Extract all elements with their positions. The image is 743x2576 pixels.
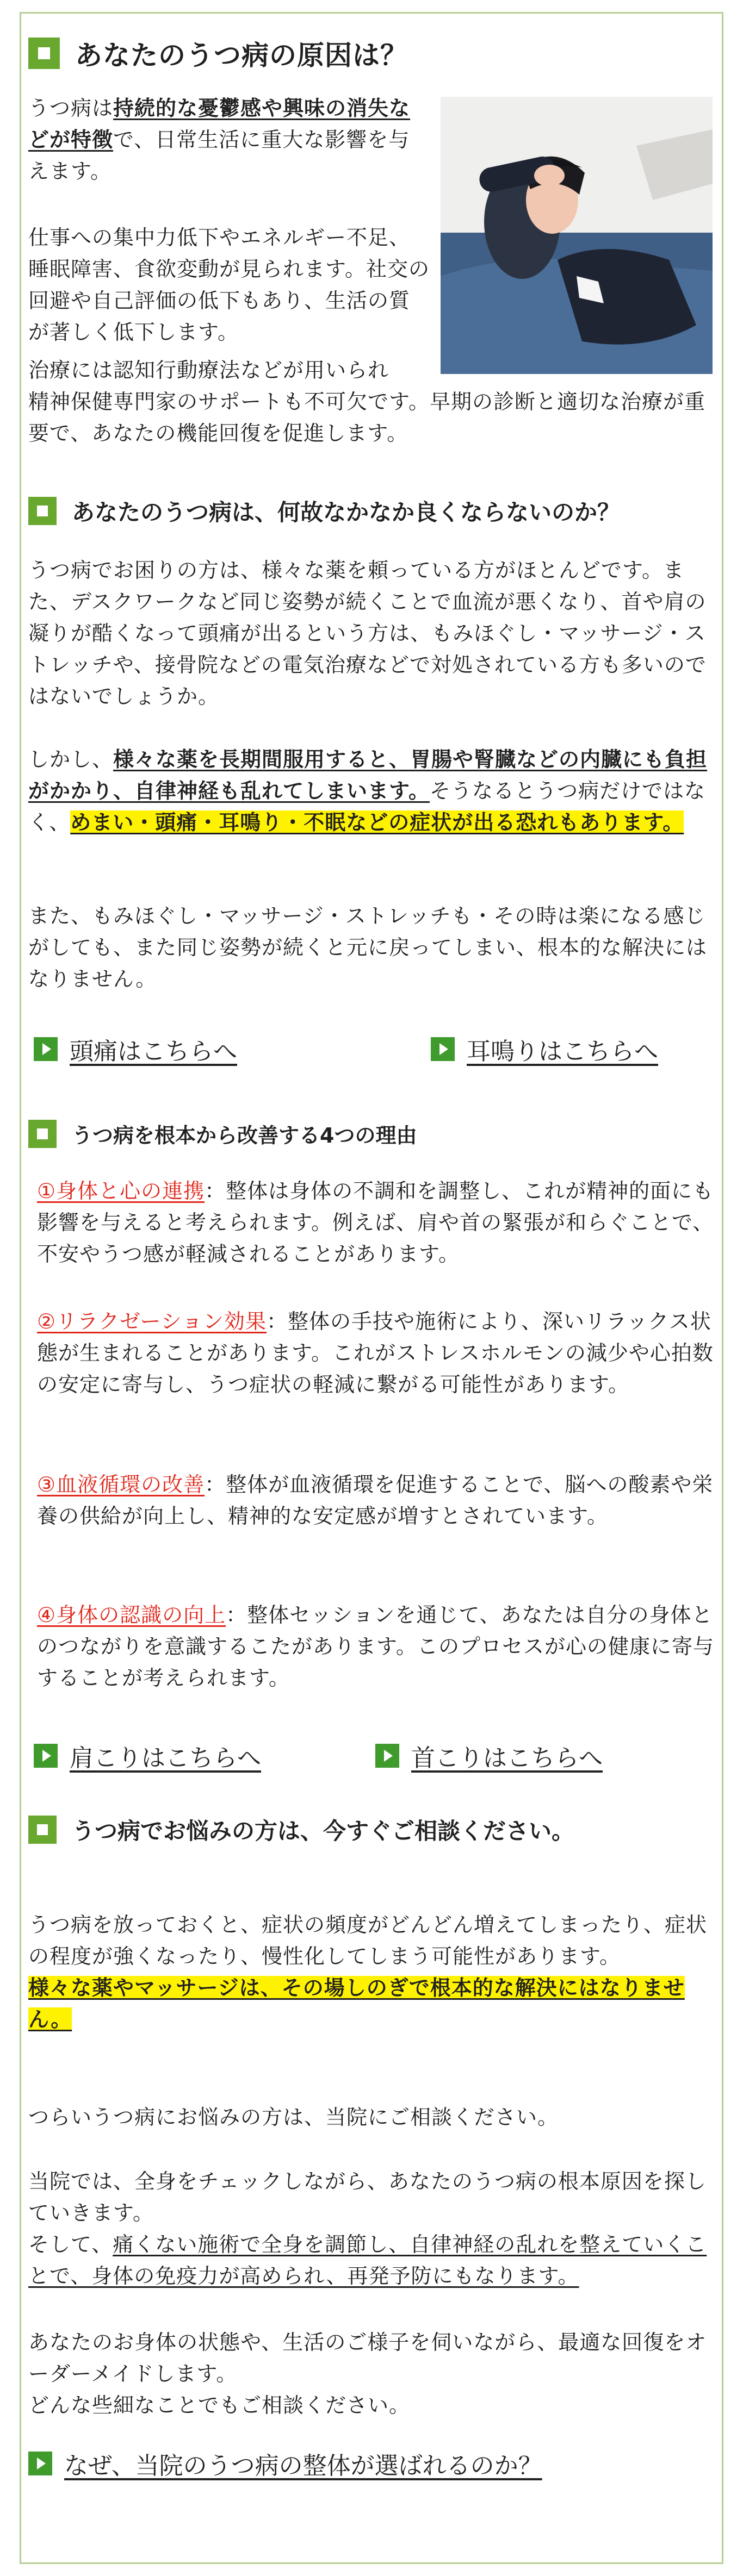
section2-para-3: また、もみほぐし・マッサージ・ストレッチも・その時は楽になる感じがしても、また同じ姿勢が続くと元に戻ってしまい、根本的な解決にはなりません。	[28, 904, 708, 991]
heading-square-icon	[28, 1816, 57, 1844]
arrow-right-icon	[34, 1037, 58, 1061]
section4-para-4: あなたのお身体の状態や、生活のご様子を伺いながら、最適な回復をオーダーメイドします。 どんな些細なことでもご相談ください。	[28, 2330, 707, 2417]
section2-para-1: うつ病でお困りの方は、様々な薬を頼っている方がほとんどです。また、デスクワークなど同じ姿勢が続くことで血流が悪くなり、首や肩の凝りが酷くなって頭痛が出るという方は、もみほぐし・マッサージ・ストレッチや、接骨院などの電気治療などで対処されている方も多いのではないでしょうか。	[28, 558, 707, 708]
section1-para-1: うつ病は持続的な憂鬱感や興味の消失などが特徴で、日常生活に重大な影響を与えます。	[28, 96, 411, 183]
section1-para-3: 治療には認知行動療法などが用いられ 精神保健専門家のサポートも不可欠です。早期の診断と適切な治療が重要で、あなたの機能回復を促進します。	[28, 358, 705, 445]
why-chosen-link[interactable]: なぜ、当院のうつ病の整体が選ばれるのか？	[28, 2446, 542, 2481]
heading-square-icon	[28, 497, 57, 525]
section-heading-consult: うつ病でお悩みの方は、今すぐご相談ください。	[28, 1813, 574, 1846]
reason-item: ①身体と心の連携：整体は身体の不調和を調整し、これが精神的面にも影響を与えると考えられます。例えば、肩や首の緊張が和らぐことで、不安やうつ感が軽減されることがあります。	[37, 1179, 714, 1266]
reason-item: ④身体の認識の向上：整体セッションを通じて、あなたは自分の身体とのつながりを意識するこたがあります。このプロセスが心の健康に寄与することが考えられます。	[37, 1603, 714, 1690]
section-heading-reasons: うつ病を根本から改善する4つの理由	[28, 1119, 417, 1149]
heading-square-icon	[28, 1120, 57, 1148]
shoulder-stiffness-link[interactable]: 肩こりはこちらへ	[34, 1738, 261, 1773]
heading-square-icon	[28, 38, 60, 69]
tinnitus-link[interactable]: 耳鳴りはこちらへ	[431, 1032, 658, 1066]
reason-item: ②リラクゼーション効果：整体の手技や施術により、深いリラックス状態が生まれることがあります。これがストレスホルモンの減少や心拍数の安定に寄与し、うつ症状の軽減に繋がる可能性があります。	[37, 1309, 714, 1396]
headache-link[interactable]: 頭痛はこちらへ	[34, 1032, 237, 1066]
reason-item: ③血液循環の改善：整体が血液循環を促進することで、脳への酸素や栄養の供給が向上し、精神的な安定感が増すとされています。	[37, 1473, 714, 1528]
arrow-right-icon	[431, 1037, 455, 1061]
section4-para-1: うつ病を放っておくと、症状の頻度がどんどん増えてしまったり、症状の程度が強くなったり、慢性化してしまう可能性があります。 様々な薬やマッサージは、その場しのぎで根本的な解決にはなりません。	[28, 1913, 708, 2031]
section2-para-2: しかし、様々な薬を長期間服用すると、胃腸や腎臓などの内臓にも負担がかかり、自律神経も乱れてしまいます。そうなるとうつ病だけではなく、めまい・頭痛・耳鳴り・不眠などの症状が出る恐れもあります。	[28, 747, 708, 834]
section4-para-2: つらいうつ病にお悩みの方は、当院にご相談ください。	[28, 2105, 559, 2129]
arrow-right-icon	[34, 1744, 58, 1768]
woman-headache-photo	[441, 97, 713, 374]
section4-para-3: 当院では、全身をチェックしながら、あなたのうつ病の根本原因を探していきます。 そして、痛くない施術で全身を調節し、自律神経の乱れを整えていくことで、身体の免疫力が高められ、再発予防にもなります。	[28, 2169, 707, 2288]
arrow-right-icon	[375, 1744, 399, 1768]
section1-para-2: 仕事への集中力低下やエネルギー不足、睡眠障害、食欲変動が見られます。社交の回避や自己評価の低下もあり、生活の質が著しく低下します。	[28, 226, 430, 344]
neck-stiffness-link[interactable]: 首こりはこちらへ	[375, 1738, 603, 1773]
section-heading-cause: あなたのうつ病の原因は？	[28, 34, 408, 73]
section-heading-why: あなたのうつ病は、何故なかなか良くならないのか？	[28, 495, 620, 527]
arrow-right-icon	[28, 2452, 52, 2475]
